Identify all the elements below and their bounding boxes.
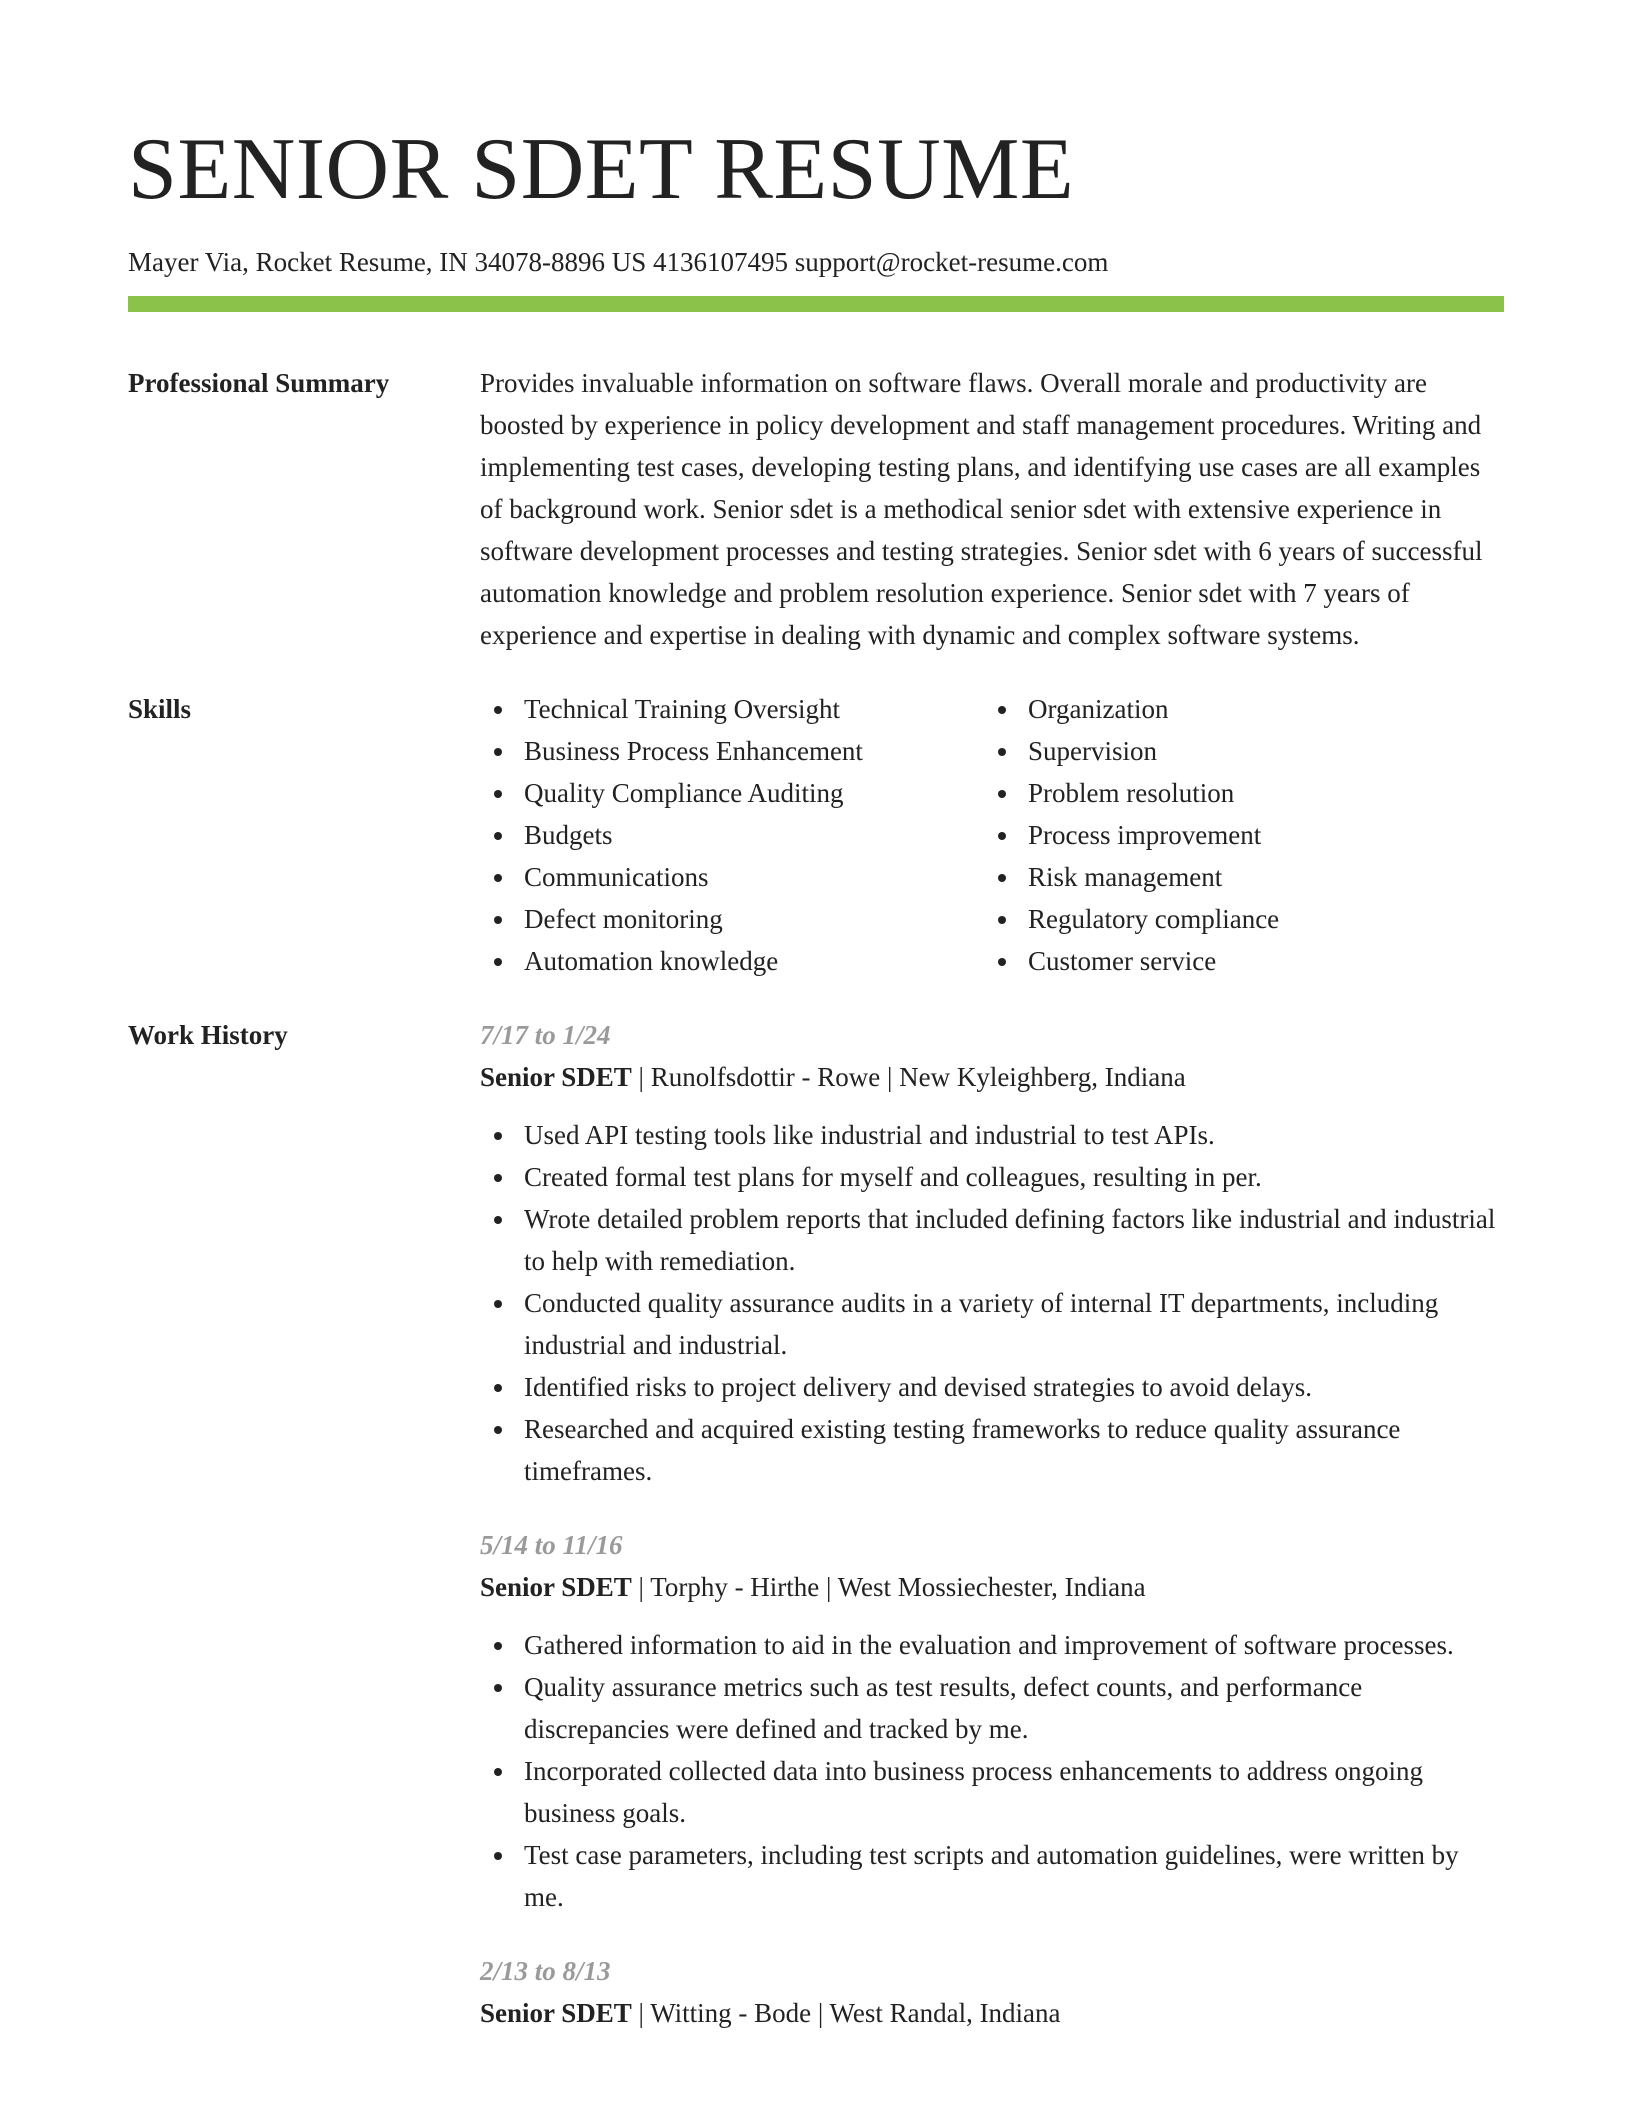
resume-page (128, 0, 1504, 2066)
skill-item: Supervision (984, 730, 1488, 772)
resume-title: SENIOR SDET RESUME (128, 121, 1075, 218)
skill-item: Automation knowledge (480, 940, 984, 982)
job-entry (480, 1524, 1504, 1918)
job-title: Senior SDET (480, 1572, 632, 1602)
skill-item: Defect monitoring (480, 898, 984, 940)
job-bullet: Test case parameters, including test scripts and automation guidelines, were written by me. (480, 1834, 1504, 1918)
skills-list-left (480, 688, 984, 982)
skill-item: Quality Compliance Auditing (480, 772, 984, 814)
job-title: Senior SDET (480, 1062, 632, 1092)
job-title: Senior SDET (480, 1998, 632, 2028)
contact-line: Mayer Via, Rocket Resume, IN 34078-8896 US 4136107495 support@rocket-resume.com (128, 247, 1109, 277)
skill-item: Process improvement (984, 814, 1488, 856)
skill-item: Regulatory compliance (984, 898, 1488, 940)
job-heading (480, 1056, 1504, 1098)
professional-summary-section (128, 362, 1504, 656)
job-bullet: Quality assurance metrics such as test results, defect counts, and performance discrepancies were defined and tracked by me. (480, 1666, 1504, 1750)
job-bullet: Created formal test plans for myself and colleagues, resulting in per. (480, 1156, 1504, 1198)
job-details: | Torphy - Hirthe | West Mossiechester, Indiana (631, 1572, 1146, 1602)
job-dates: 7/17 to 1/24 (480, 1020, 611, 1050)
job-heading (480, 1566, 1504, 1608)
header-divider (128, 296, 1504, 312)
skills-section (128, 688, 1504, 982)
section-label-skills: Skills (128, 694, 192, 724)
job-bullet: Researched and acquired existing testing frameworks to reduce quality assurance timeframes. (480, 1408, 1504, 1492)
skill-item: Customer service (984, 940, 1488, 982)
job-bullet: Conducted quality assurance audits in a variety of internal IT departments, including industrial and industrial. (480, 1282, 1504, 1366)
job-entry (480, 1014, 1504, 1492)
job-bullets (480, 1624, 1504, 1918)
job-entry (480, 1950, 1504, 2034)
skill-item: Risk management (984, 856, 1488, 898)
skill-item: Problem resolution (984, 772, 1488, 814)
job-bullets (480, 1114, 1504, 1492)
job-details: | Witting - Bode | West Randal, Indiana (631, 1998, 1061, 2028)
skill-item: Organization (984, 688, 1488, 730)
work-history-section (128, 1014, 1504, 2066)
skill-item: Communications (480, 856, 984, 898)
section-label-summary: Professional Summary (128, 368, 390, 398)
section-label-work-history: Work History (128, 1020, 288, 1050)
skill-item: Business Process Enhancement (480, 730, 984, 772)
job-bullet: Incorporated collected data into business process enhancements to address ongoing business goals. (480, 1750, 1504, 1834)
job-dates: 5/14 to 11/16 (480, 1530, 623, 1560)
summary-text: Provides invaluable information on software flaws. Overall morale and productivity are boosted by experience in policy development and staff management procedures. Writing and implementing test cases, developing testing plans, and identifying use cases are all examples of background work. Senior sdet is a methodical senior sdet with extensive experience in software development processes and testing strategies. Senior sdet with 6 years of successful automation knowledge and problem resolution experience. Senior sdet with 7 years of experience and expertise in dealing with dynamic and complex software systems. (480, 368, 1483, 650)
job-bullet: Wrote detailed problem reports that included defining factors like industrial and industrial to help with remediation. (480, 1198, 1504, 1282)
skill-item: Budgets (480, 814, 984, 856)
job-bullet: Used API testing tools like industrial and industrial to test APIs. (480, 1114, 1504, 1156)
job-bullet: Identified risks to project delivery and devised strategies to avoid delays. (480, 1366, 1504, 1408)
job-bullet: Gathered information to aid in the evaluation and improvement of software processes. (480, 1624, 1504, 1666)
skill-item: Technical Training Oversight (480, 688, 984, 730)
skills-list-right (984, 688, 1488, 982)
job-details: | Runolfsdottir - Rowe | New Kyleighberg, Indiana (631, 1062, 1186, 1092)
job-heading (480, 1992, 1504, 2034)
job-dates: 2/13 to 8/13 (480, 1956, 611, 1986)
